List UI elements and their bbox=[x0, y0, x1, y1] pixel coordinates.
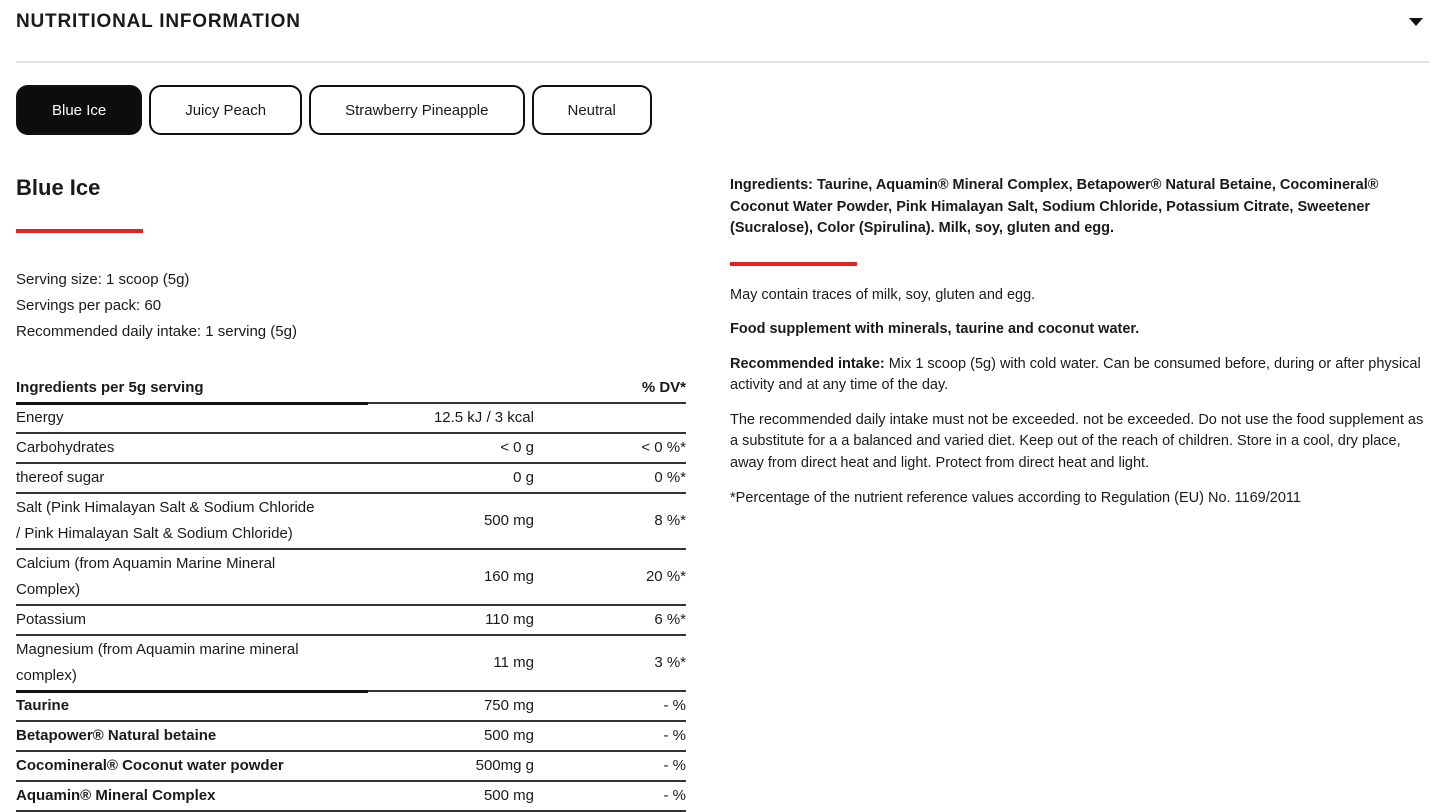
red-accent-line bbox=[16, 229, 143, 233]
recommended-intake-text: Recommended intake: Mix 1 scoop (5g) with cold water. Can be consumed before, during or after physical activity and at any time of the day. bbox=[730, 355, 1421, 393]
table-row-betapower: Betapower® Natural betaine 500 mg - % bbox=[16, 722, 686, 752]
column-header-ingredients: Ingredients per 5g serving bbox=[16, 379, 204, 396]
ingredients-panel bbox=[730, 175, 1429, 510]
table-row-energy: Energy 12.5 kJ / 3 kcal bbox=[16, 404, 686, 434]
serving-info bbox=[16, 267, 686, 345]
flavor-tabs bbox=[16, 85, 1429, 135]
table-row-potassium: Potassium 110 mg 6 %* bbox=[16, 606, 686, 636]
accordion-header bbox=[16, 0, 1429, 44]
table-row-carbohydrates: Carbohydrates < 0 g < 0 %* bbox=[16, 434, 686, 464]
content-columns bbox=[16, 175, 1429, 812]
serving-size: Serving size: 1 scoop (5g) bbox=[16, 271, 190, 288]
chevron-down-icon bbox=[1409, 18, 1423, 26]
table-row-cocomineral: Cocomineral® Coconut water powder 500mg g - % bbox=[16, 752, 686, 782]
red-accent-line bbox=[730, 262, 857, 266]
table-row-sugar: thereof sugar 0 g 0 %* bbox=[16, 464, 686, 494]
tab-strawberry-pineapple[interactable]: Strawberry Pineapple bbox=[309, 85, 524, 135]
header-divider bbox=[16, 61, 1429, 63]
dv-footnote: *Percentage of the nutrient reference values according to Regulation (EU) No. 1169/2011 bbox=[730, 490, 1301, 506]
column-header-dv: % DV* bbox=[641, 379, 686, 396]
tab-blue-ice[interactable]: Blue Ice bbox=[16, 85, 142, 135]
recommended-daily-intake: Recommended daily intake: 1 serving (5g) bbox=[16, 323, 297, 340]
recommended-intake-label: Recommended intake: bbox=[730, 355, 885, 372]
flavor-title: Blue Ice bbox=[16, 175, 101, 200]
accordion-toggle-button[interactable] bbox=[1403, 12, 1429, 32]
nutrition-panel bbox=[16, 175, 686, 812]
nutrition-table bbox=[16, 374, 686, 812]
food-supplement-text: Food supplement with minerals, taurine and coconut water. bbox=[730, 321, 1140, 337]
tab-neutral[interactable]: Neutral bbox=[532, 85, 652, 135]
table-row-calcium: Calcium (from Aquamin Marine Mineral Complex) 160 mg 20 %* bbox=[16, 550, 686, 606]
servings-per-pack: Servings per pack: 60 bbox=[16, 297, 162, 314]
may-contain-text: May contain traces of milk, soy, gluten and egg. bbox=[730, 286, 1036, 303]
tab-juicy-peach[interactable]: Juicy Peach bbox=[149, 85, 302, 135]
ingredients-text: Ingredients: Taurine, Aquamin® Mineral Complex, Betapower® Natural Betaine, Cocomineral® Coconut Water Powder, Pink Himalayan Salt, Sodium Chloride, Potassium Citrate, Sweetener (Sucralose), Color (Spirulina). Milk, soy, gluten and egg. bbox=[730, 177, 1379, 236]
table-row-taurine: Taurine 750 mg - % bbox=[16, 692, 686, 722]
table-row-salt: Salt (Pink Himalayan Salt & Sodium Chloride / Pink Himalayan Salt & Sodium Chloride) 500 mg 8 %* bbox=[16, 494, 686, 550]
table-row-aquamin: Aquamin® Mineral Complex 500 mg - % bbox=[16, 782, 686, 812]
section-title: NUTRITIONAL INFORMATION bbox=[16, 11, 301, 32]
table-row-magnesium: Magnesium (from Aquamin marine mineral complex) 11 mg 3 %* bbox=[16, 636, 686, 692]
daily-intake-warning: The recommended daily intake must not be exceeded. not be exceeded. Do not use the food supplement as a substitute for a a balanced and varied diet. Keep out of the reach of children. Store in a cool, dry place, away from direct heat and light. Protect from direct heat and light. bbox=[730, 411, 1424, 471]
table-header-row bbox=[16, 374, 686, 404]
